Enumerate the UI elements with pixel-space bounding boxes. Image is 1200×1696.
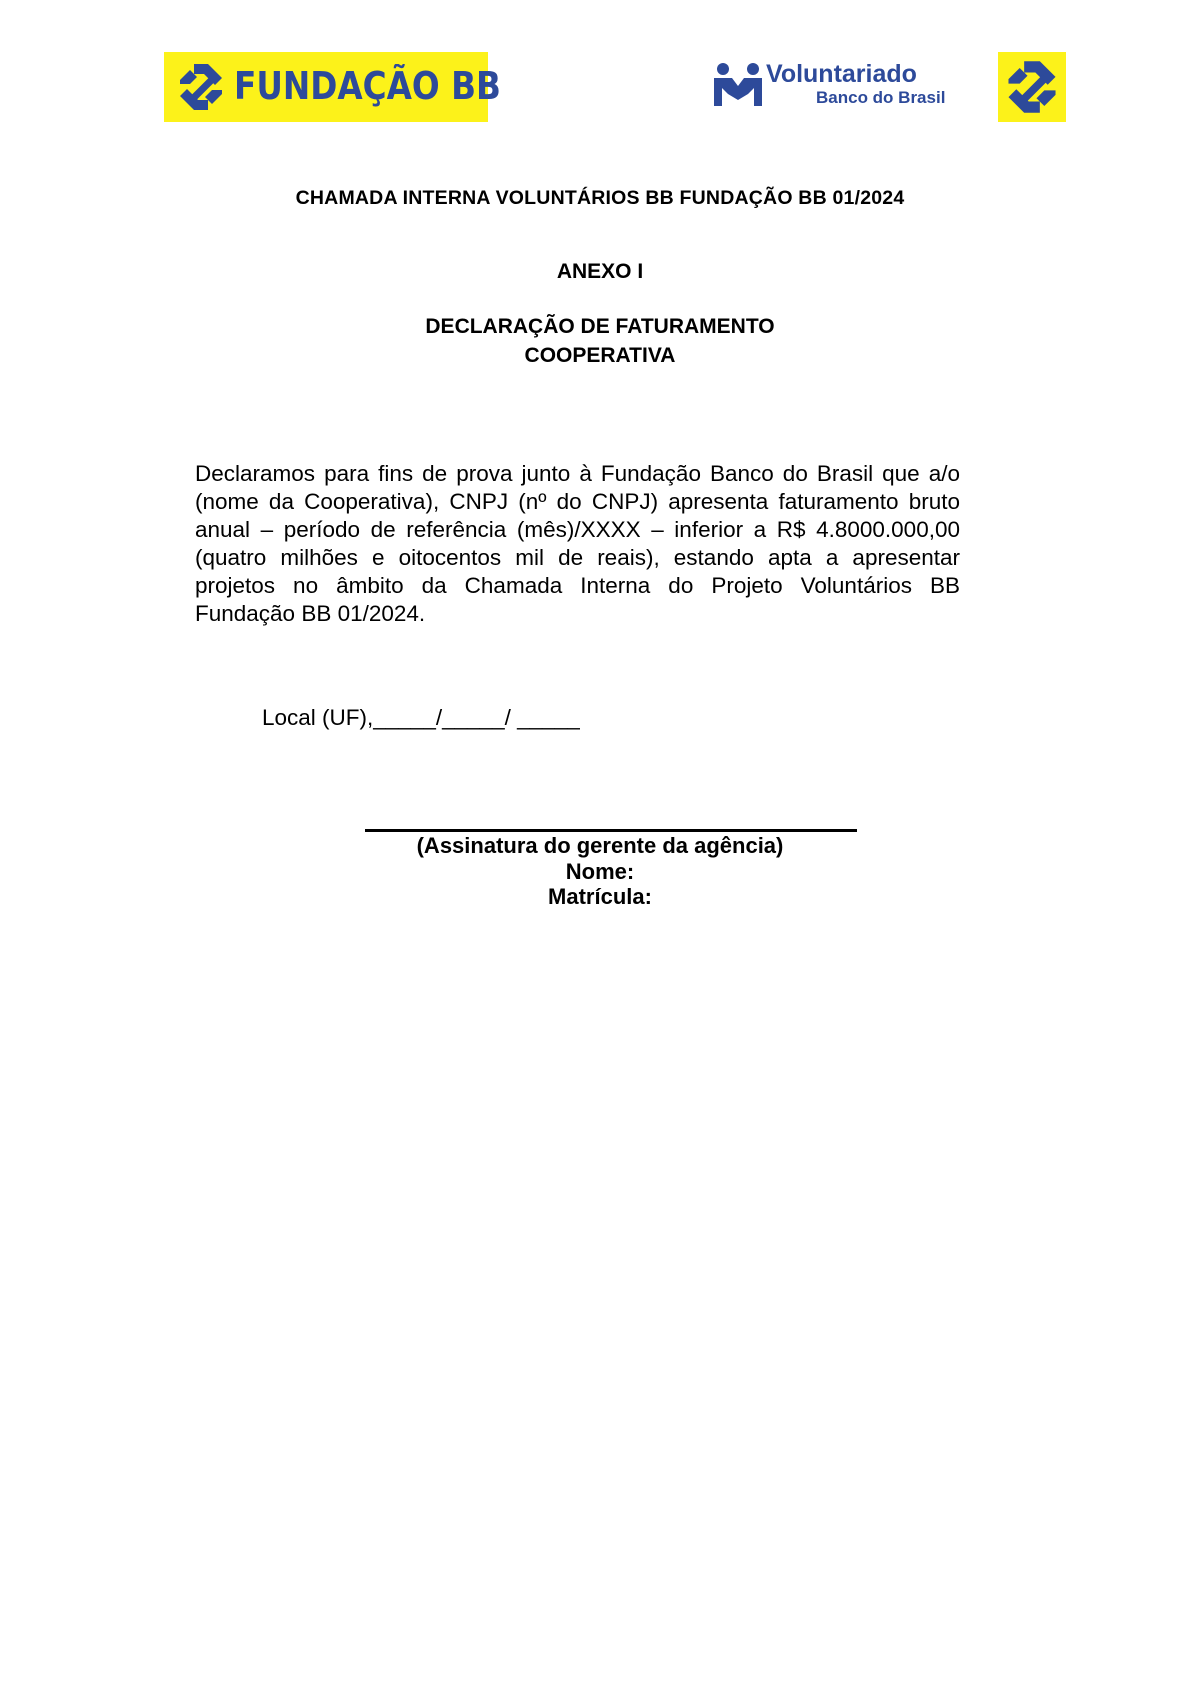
declaration-title-line-2: COOPERATIVA [524, 344, 676, 367]
banco-do-brasil-logo [998, 52, 1066, 122]
signature-block [0, 833, 1200, 910]
signature-line [365, 829, 857, 832]
declaration-title-line-1: DECLARAÇÃO DE FATURAMENTO [425, 315, 775, 338]
volunteers-people-icon [712, 60, 764, 108]
bb-symbol-icon [176, 62, 226, 112]
annex-heading: ANEXO I [556, 260, 644, 283]
voluntariado-logo [712, 58, 952, 114]
name-label: Nome: [565, 858, 635, 884]
bb-symbol-icon [1004, 58, 1060, 116]
signature-label: (Assinatura do gerente da agência) [416, 833, 784, 858]
voluntariado-subtitle: Banco do Brasil [816, 88, 946, 107]
fundacao-bb-wordmark: FUNDAÇÃO BB [234, 64, 501, 108]
fundacao-bb-logo [164, 52, 501, 122]
local-date-line: Local (UF),_____/_____/ _____ [262, 705, 580, 730]
document-title: CHAMADA INTERNA VOLUNTÁRIOS BB FUNDAÇÃO BB 01/2024 [295, 187, 905, 209]
declaration-title [0, 312, 1200, 370]
declaration-body: Declaramos para fins de prova junto à Fundação Banco do Brasil que a/o (nome da Cooperativa), CNPJ (nº do CNPJ) apresenta faturamento bruto anual – período de referência (mês)/XXXX – inferior a R$ 4.8000.000,00 (quatro milhões e oitocentos mil de reais), estando apta a apresentar projetos no âmbito da Chamada Interna do Projeto Voluntários BB Fundação BB 01/2024. [195, 461, 960, 626]
voluntariado-title: Voluntariado [766, 60, 917, 88]
registration-label: Matrícula: [548, 884, 652, 909]
